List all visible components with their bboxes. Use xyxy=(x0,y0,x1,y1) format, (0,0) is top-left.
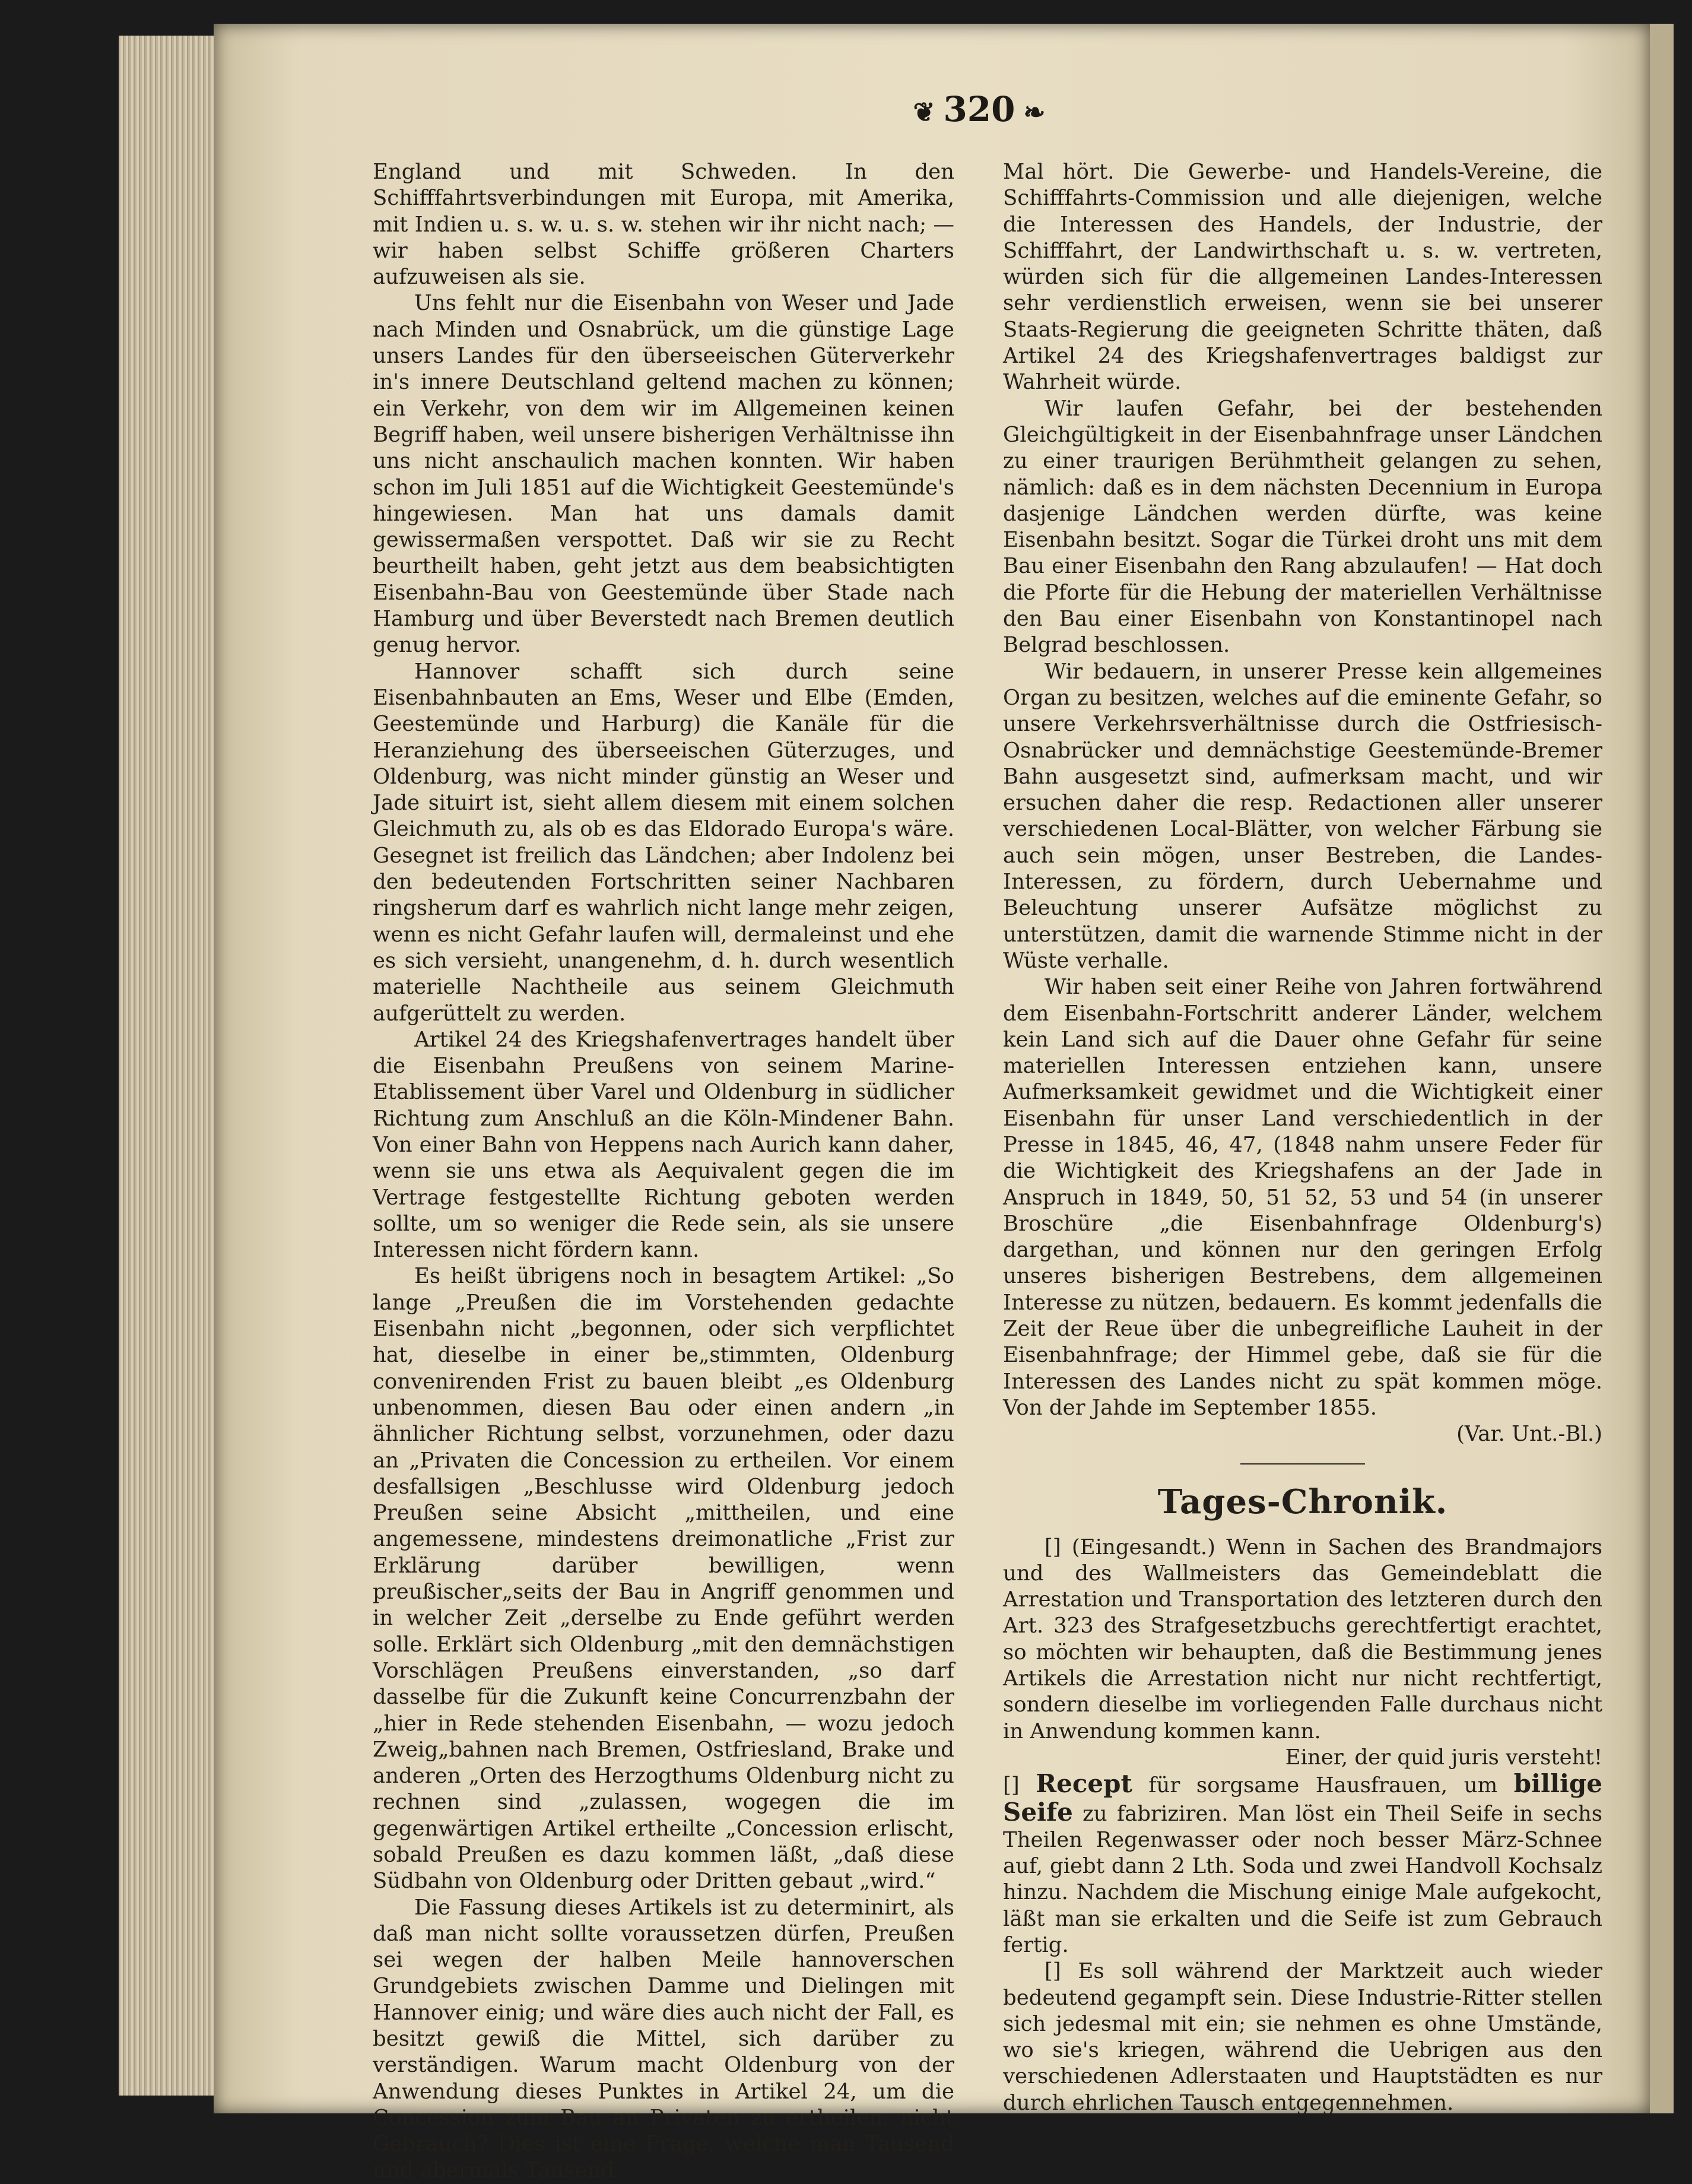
paragraph: Wir bedauern, in unserer Presse kein allgemeines Organ zu besitzen, welches auf die eminente Gefahr, so unsere Verkehrsverhältnisse durch die Ostfriesisch-Osnabrücker und demnächstige Geestemünde-Bremer Bahn ausgesetzt sind, aufmerksam macht, und wir ersuchen daher die resp. Redactionen aller unserer verschiedenen Local-Blätter, von welcher Färbung sie auch sein mögen, unser Bestreben, die Landes-Interessen, zu fördern, durch Uebernahme und Beleuchtung unserer Aufsätze möglichst zu unterstützen, damit die warnende Stimme nicht in der Wüste verhalle. xyxy=(1003,659,1602,973)
section-title: Tages-Chronik. xyxy=(1157,1482,1448,1521)
recept-heading: Recept xyxy=(1036,1769,1132,1799)
ornament-left-icon: ❦ xyxy=(913,97,935,128)
paragraph: Hannover schafft sich durch seine Eisenbahnbauten an Ems, Weser und Elbe (Emden, Geestemünde und Harburg) die Kanäle für die Heranziehung des überseeischen Güterzuges, und Oldenburg, was nicht minder günstig an Weser und Jade situirt ist, sieht allem diesem mit einem solchen Gleichmuth zu, als ob es das Eldorado Europa's wäre. Gesegnet ist freilich das Ländchen; aber Indolenz bei den bedeutenden Fortschritten seiner Nachbaren ringsherum darf es wahrlich nicht lange mehr zeigen, wenn es nicht Gefahr laufen will, dermaleinst und ehe es sich versieht, unangenehm, d. h. durch wesentlich materielle Nachtheile aus seinem Gleichmuth aufgerüttelt zu werden. xyxy=(373,659,954,1026)
paragraph: Die Fassung dieses Artikels ist zu determinirt, als daß man nicht sollte voraussetzen dürfen, Preußen sei wegen der halben Meile hannoverschen Grundgebiets zwischen Damme und Dielingen mit Hannover einig; und wäre dies auch nicht der Fall, es besitzt gewiß die Mittel, sich darüber zu verständigen. Warum macht Oldenburg von der Anwendung dieses Punktes in Artikel 24, um die Concession zum Bau an Privaten zu ertheilen, nicht Gebrauch? Dies ist eine Frage, welche man Tausend und abermals Tausend xyxy=(373,1895,954,2183)
paragraph: Artikel 24 des Kriegshafenvertrages handelt über die Eisenbahn Preußens von seinem Marine-Etablissement über Varel und Oldenburg in südlicher Richtung zum Anschluß an die Köln-Mindener Bahn. Von einer Bahn von Heppens nach Aurich kann daher, wenn sie uns etwa als Aequivalent gegen die im Vertrage festgestellte Richtung geboten werden sollte, um so weniger die Rede sein, als sie unsere Interessen nicht fördern kann. xyxy=(373,1027,954,1263)
next-page-edge xyxy=(1650,24,1674,2113)
book-page-edges xyxy=(119,36,220,2096)
chronik-item: [] Es soll während der Marktzeit auch wieder bedeutend gegampft sein. Diese Industrie-Ritter stellen sich jedesmal mit ein; sie nehmen es ohne Umstände, wo sie's kriegen, während die Uebrigen aus den verschiedenen Adlerstaaten und Hauptstädten es nur durch ehrlichen Tausch entgegennehmen. xyxy=(1003,1959,1602,2115)
chronik-item: [] (Eingesandt.) Wenn in Sachen des Brandmajors und des Wallmeisters das Gemeindeblatt die Arrestation und Transportation des letzteren durch den Art. 323 des Strafgesetzbuchs gerechtfertigt erachtet, so möchten wir behaupten, daß die Bestimmung jenes Artikels die Arrestation nicht nur nicht rechtfertigt, sondern dieselbe im vorliegenden Falle durchaus nicht in Anwendung kommen kann. xyxy=(1003,1535,1602,1744)
chronik-signature: Einer, der quid juris versteht! xyxy=(1285,1745,1602,1770)
recept-text: zu fabriziren. Man löst ein Theil Seife in sechs Theilen Regenwasser oder noch besser März-Schnee auf, giebt dann 2 Lth. Soda und zwei Handvoll Kochsalz hinzu. Nachdem die Mischung einige Male aufgekocht, läßt man sie erkalten und die Seife ist zum Gebrauch fertig. xyxy=(1003,1801,1602,1957)
chronik-item-recept xyxy=(1003,1771,1602,1958)
paragraph: Mal hört. Die Gewerbe- und Handels-Vereine, die Schifffahrts-Commission und alle diejenigen, welche die Interessen des Handels, der Industrie, der Schifffahrt, der Landwirthschaft u. s. w. vertreten, würden sich für die allgemeinen Landes-Interessen sehr verdienstlich erweisen, wenn sie bei unserer Staats-Regierung die geeigneten Schritte thäten, daß Artikel 24 des Kriegshafenvertrages baldigst zur Wahrheit würde. xyxy=(1003,160,1602,395)
page-number: 320 xyxy=(943,89,1015,129)
paragraph: Wir haben seit einer Reihe von Jahren fortwährend dem Eisenbahn-Fortschritt anderer Länder, welchem kein Land sich auf die Dauer ohne Gefahr für seine materiellen Interessen entziehen kann, unsere Aufmerksamkeit gewidmet und die Wichtigkeit einer Eisenbahn für unser Land verschiedentlich in der Presse in 1845, 46, 47, (1848 nahm unsere Feder für die Wichtigkeit des Kriegshafens an der Jade in Anspruch in 1849, 50, 51 52, 53 und 54 (in unserer Broschüre „die Eisenbahnfrage Oldenburg's) dargethan, und können nur den geringen Erfolg unseres bisherigen Bestrebens, dem allgemeinen Interesse zu nützen, bedauern. Es kommt jedenfalls die Zeit der Reue über die unbegreifliche Lauheit in der Eisenbahnfrage; der Himmel gebe, daß sie für die Interessen des Landes nicht zu spät kommen möge. Von der Jahde im September 1855. xyxy=(1003,975,1602,1420)
divider xyxy=(1240,1463,1365,1465)
paragraph: Wir laufen Gefahr, bei der bestehenden Gleichgültigkeit in der Eisenbahnfrage unser Ländchen zu einer traurigen Berühmtheit gelangen zu sehen, nämlich: daß es in dem nächsten Decennium in Europa dasjenige Ländchen werden dürfte, was keine Eisenbahn besitzt. Sogar die Türkei droht uns mit dem Bau einer Eisenbahn den Rang abzulaufen! — Hat doch die Pforte für die Hebung der materiellen Verhältnisse den Bau einer Eisenbahn von Konstantinopel nach Belgrad beschlossen. xyxy=(1003,396,1602,658)
recept-text: für sorgsame Hausfrauen, um xyxy=(1132,1773,1514,1798)
paragraph: Uns fehlt nur die Eisenbahn von Weser und Jade nach Minden und Osnabrück, um die günstige Lage unsers Landes für den überseeischen Güterverkehr in's innere Deutschland geltend machen zu können; ein Verkehr, von dem wir im Allgemeinen keinen Begriff haben, weil unsere bisherigen Verhältnisse ihn uns nicht anschaulich machen konnten. Wir haben schon im Juli 1851 auf die Wichtigkeit Geestemünde's hingewiesen. Man hat uns damals damit gewissermaßen verspottet. Daß wir sie zu Recht beurtheilt haben, geht jetzt aus dem beabsichtigten Eisenbahn-Bau von Geestemünde über Stade nach Hamburg und über Beverstedt nach Bremen deutlich genug hervor. xyxy=(373,291,954,658)
page-number-header xyxy=(866,89,1092,142)
ornament-right-icon: ❧ xyxy=(1023,97,1046,128)
paragraph: England und mit Schweden. In den Schifffahrtsverbindungen mit Europa, mit Amerika, mit Indien u. s. w. u. s. w. stehen wir ihr nicht nach; — wir haben selbst Schiffe größeren Charters aufzuweisen als sie. xyxy=(373,160,954,290)
recept-emphasis: billige Seife xyxy=(1003,1769,1603,1827)
paragraph: Es heißt übrigens noch in besagtem Artikel: „So lange „Preußen die im Vorstehenden gedachte Eisenbahn nicht „begonnen, oder sich verpflichtet hat, dieselbe in einer be„stimmten, Oldenburg convenirenden Frist zu bauen bleibt „es Oldenburg unbenommen, diesen Bau oder einen andern „in ähnlicher Richtung selbst, vorzunehmen, oder dazu an „Privaten die Concession zu ertheilen. Vor einem desfallsigen „Beschlusse wird Oldenburg jedoch Preußen seine Absicht „mittheilen, und eine angemessene, mindestens dreimonatliche „Frist zur Erklärung darüber bewilligen, wenn preußischer„seits der Bau in Angriff genommen und in welcher Zeit „derselbe zu Ende geführt werden solle. Erklärt sich Oldenburg „mit den demnächstigen Vorschlägen Preußens einverstanden, „so darf dasselbe für die Zukunft keine Concurrenzbahn der „hier in Rede stehenden Eisenbahn, — wozu jedoch Zweig„bahnen nach Bremen, Ostfriesland, Brake und anderen „Orten des Herzogthums Oldenburg nicht zu rechnen sind „zulassen, wogegen die im gegenwärtigen Artikel ertheilte „Concession erlischt, sobald Preußen es dazu kommen läßt, „daß diese Südbahn von Oldenburg oder Dritten gebaut „wird.“ xyxy=(373,1264,954,1894)
source-attribution: (Var. Unt.-Bl.) xyxy=(1456,1422,1602,1447)
left-column xyxy=(373,159,954,2184)
bracket-marker: [] xyxy=(1003,1773,1036,1798)
right-column xyxy=(1003,159,1602,2116)
